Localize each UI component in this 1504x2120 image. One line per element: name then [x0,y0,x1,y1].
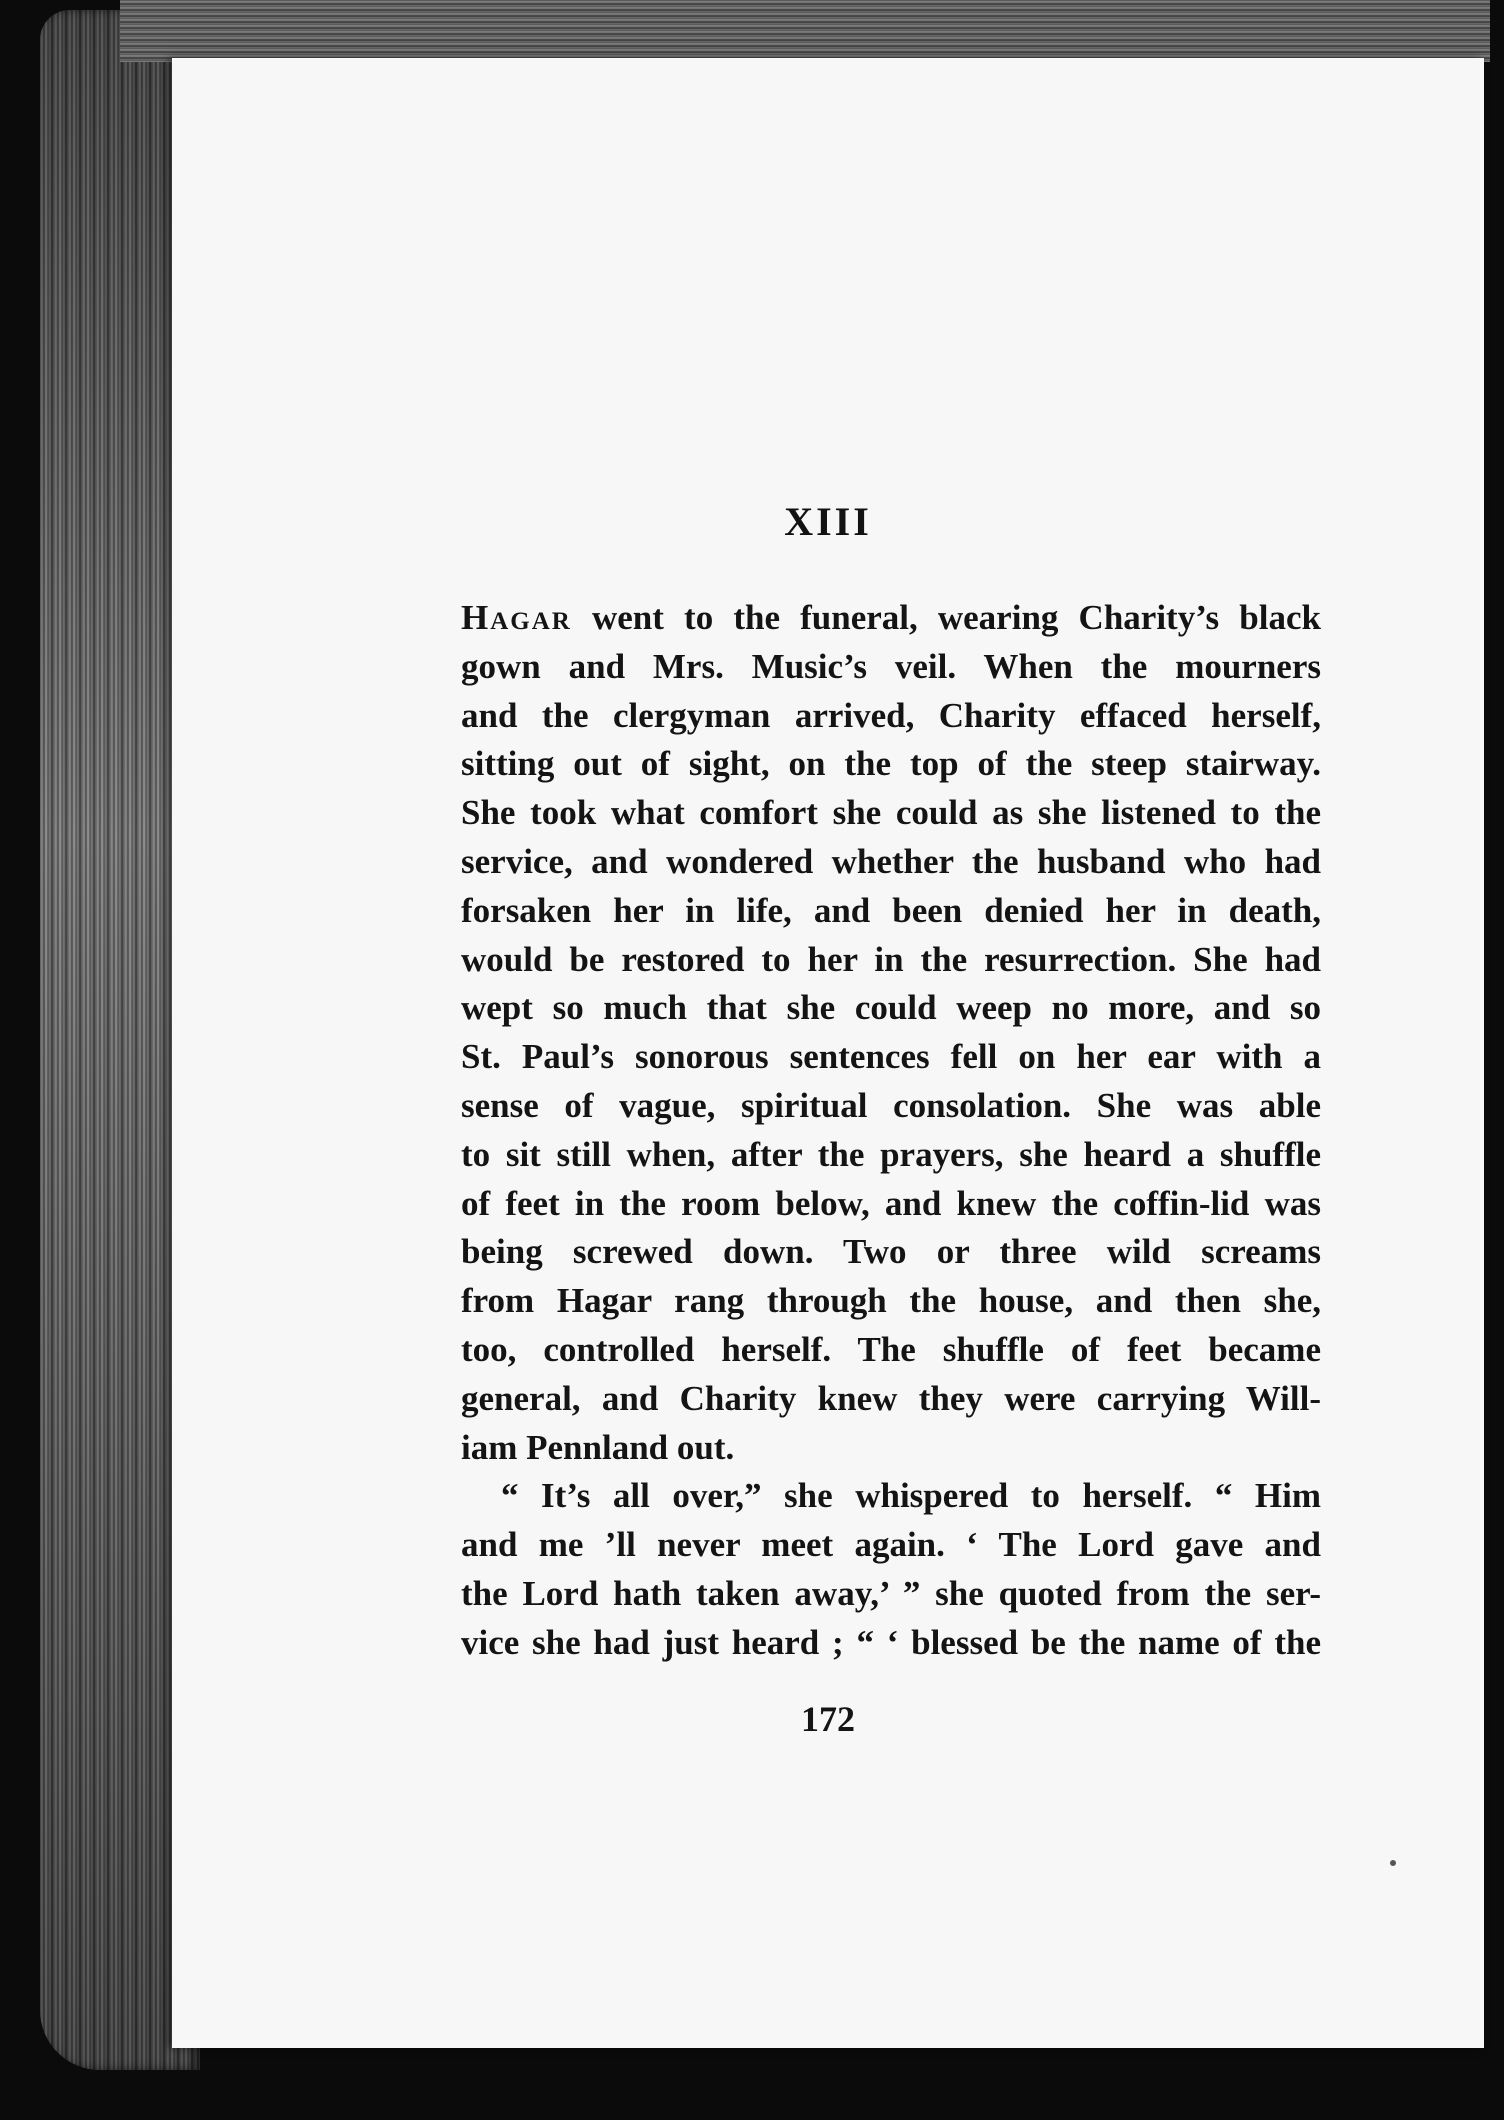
text-line-content: went to the funeral, wearing Charity’s black [571,598,1321,637]
book-page [172,58,1484,2048]
text-line: iam Pennland out. [461,1427,735,1467]
text-line: the Lord hath taken away,’ ” she quoted from the ser- [461,1573,1321,1613]
page-edge-top [120,0,1490,62]
text-line: service, and wondered whether the husband who had [461,841,1321,881]
text-line: being screwed down. Two or three wild screams [461,1232,1321,1272]
text-line: St. Paul’s sonorous sentences fell on her ear with a [461,1037,1321,1077]
text-line: “ It’s all over,” she whispered to herself. “ Him [501,1476,1321,1516]
text-line: and me ’ll never meet again. ‘ The Lord gave and [461,1525,1321,1565]
text-line: of feet in the room below, and knew the coffin-lid was [461,1183,1321,1223]
chapter-heading: XIII [784,499,872,544]
body-text [461,594,1321,1668]
text-line: and the clergyman arrived, Charity effaced herself, [461,695,1321,735]
text-line [461,594,1321,643]
text-line: would be restored to her in the resurrection. She had [461,939,1321,979]
text-line: to sit still when, after the prayers, she heard a shuffle [461,1134,1321,1174]
text-line: She took what comfort she could as she listened to the [461,793,1321,833]
text-line: sense of vague, spiritual consolation. She was able [461,1085,1321,1125]
text-line: general, and Charity knew they were carrying Will- [461,1378,1321,1418]
scan-speck [1390,1860,1396,1866]
chapter-lead-word: Hagar [461,598,572,637]
page-number: 172 [801,1699,855,1739]
text-line: from Hagar rang through the house, and then she, [461,1281,1321,1321]
text-line: wept so much that she could weep no more, and so [461,988,1321,1028]
text-line: sitting out of sight, on the top of the steep stairway. [461,744,1321,784]
text-line: vice she had just heard ; “ ‘ blessed be the name of the [461,1622,1321,1662]
text-line: gown and Mrs. Music’s veil. When the mourners [461,646,1321,686]
text-line: forsaken her in life, and been denied her in death, [461,890,1321,930]
text-line: too, controlled herself. The shuffle of feet became [461,1329,1321,1369]
